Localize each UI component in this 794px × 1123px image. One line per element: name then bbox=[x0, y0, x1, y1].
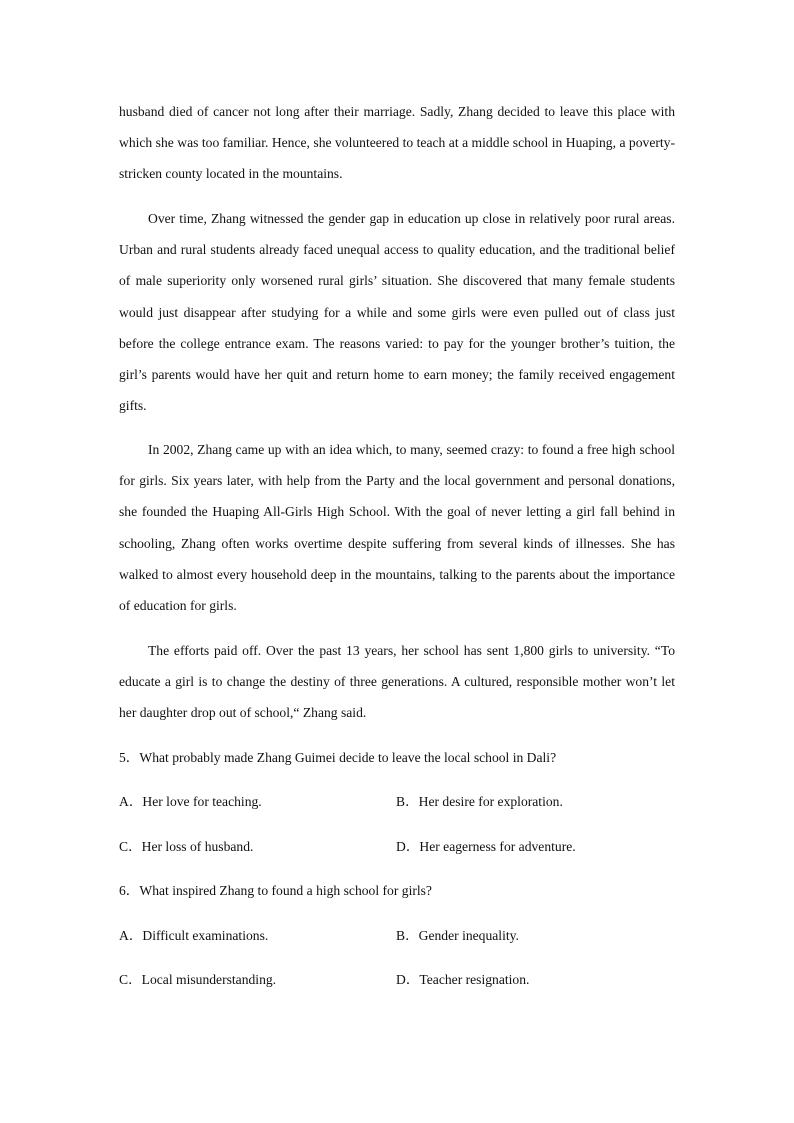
question-6-option-d: D．Teacher resignation. bbox=[396, 972, 530, 987]
passage-paragraph-3: In 2002, Zhang came up with an idea which, to many, seemed crazy: to found a free high school for girls. Six years later, with help from the Party and the local government and personal donations, she founded the Huaping All-Girls High School. With the goal of never letting a girl fall behind in schooling, Zhang often works overtime despite suffering from several kinds of illnesses. She has walked to almost every household deep in the mountains, talking to the parents about the importance of education for girls. bbox=[119, 442, 675, 614]
passage-paragraph-1-block bbox=[119, 96, 675, 190]
passage-paragraph-3-block bbox=[119, 434, 675, 621]
question-6-option-a: A．Difficult examinations. bbox=[119, 928, 269, 943]
passage-paragraph-1: husband died of cancer not long after their marriage. Sadly, Zhang decided to leave this place with which she was too familiar. Hence, she volunteered to teach at a middle school in Huaping, a poverty-stricken county located in the mountains. bbox=[119, 104, 675, 182]
passage-paragraph-2: Over time, Zhang witnessed the gender gap in education up close in relatively poor rural areas. Urban and rural students already faced unequal access to quality education, and the traditional belief of male superiority only worsened rural girls’ situation. She discovered that many female students would just disappear after studying for a while and some girls were even pulled out of class just before the college entrance exam. The reasons varied: to pay for the younger brother’s tuition, the girl’s parents would have her quit and return home to earn money; the family received engagement gifts. bbox=[119, 211, 675, 414]
question-5-stem: 5．What probably made Zhang Guimei decide to leave the local school in Dali? bbox=[119, 750, 557, 765]
question-5-option-a: A．Her love for teaching. bbox=[119, 794, 262, 809]
passage-paragraph-4: The efforts paid off. Over the past 13 years, her school has sent 1,800 girls to university. “To educate a girl is to change the destiny of three generations. A cultured, responsible mother won’t let her daughter drop out of school,“ Zhang said. bbox=[119, 643, 675, 721]
question-5-option-c: C．Her loss of husband. bbox=[119, 839, 254, 854]
question-6-option-b: B．Gender inequality. bbox=[396, 928, 519, 943]
passage-paragraph-4-block bbox=[119, 635, 675, 729]
question-6-stem: 6．What inspired Zhang to found a high school for girls? bbox=[119, 883, 432, 898]
question-5-option-b: B．Her desire for exploration. bbox=[396, 794, 563, 809]
question-6-option-c: C．Local misunderstanding. bbox=[119, 972, 277, 987]
question-5-option-d: D．Her eagerness for adventure. bbox=[396, 839, 576, 854]
passage-paragraph-2-block bbox=[119, 203, 675, 421]
